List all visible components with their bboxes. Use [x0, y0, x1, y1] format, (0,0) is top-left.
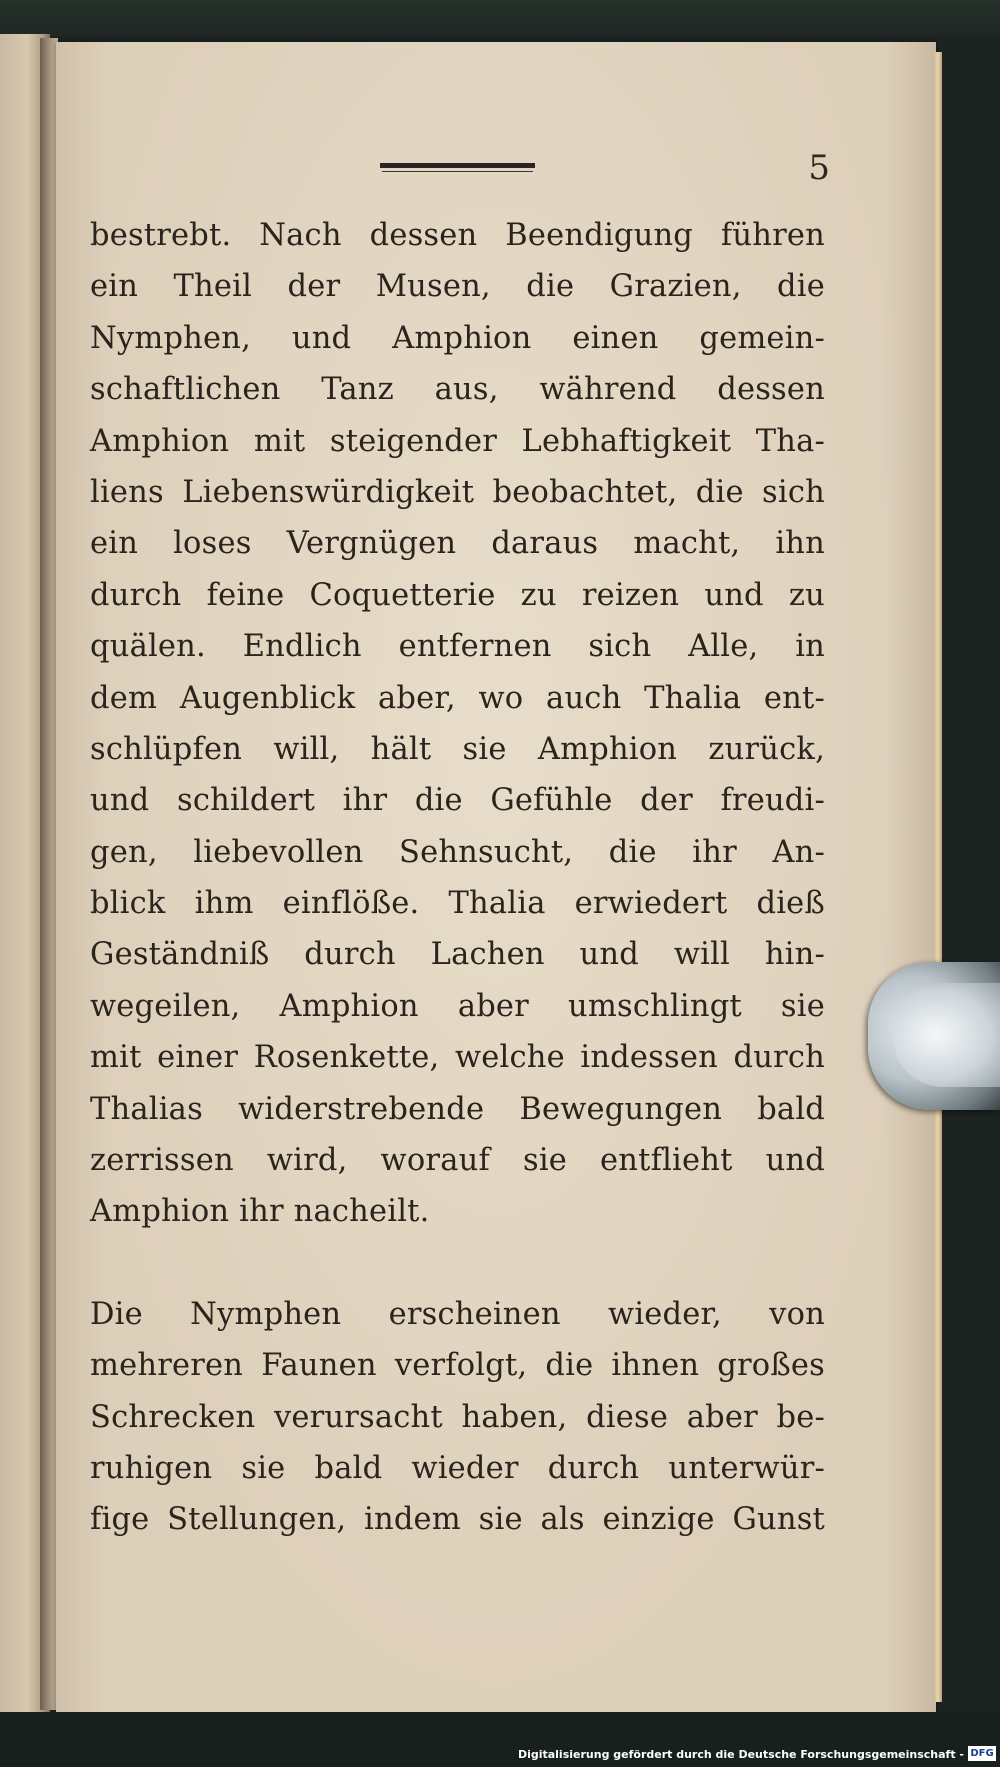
- text-line: und schildert ihr die Gefühle der freudi-: [90, 783, 825, 819]
- page-clip-holder-highlight: [893, 983, 1000, 1087]
- text-line: ein loses Vergnügen daraus macht, ihn: [90, 526, 825, 562]
- text-line: bestrebt. Nach dessen Beendigung führen: [90, 218, 825, 253]
- text-line: Amphion ihr nacheilt.: [90, 1194, 430, 1230]
- text-line: fige Stellungen, indem sie als einzige Gunst: [90, 1502, 825, 1538]
- text-line: blick ihm einflöße. Thalia erwiedert dieß: [90, 886, 825, 922]
- paragraph-2: [90, 1289, 825, 1546]
- text-line: dem Augenblick aber, wo auch Thalia ent-: [90, 680, 825, 716]
- digitization-credit: Digitalisierung gefördert durch die Deutsche Forschungsgemeinschaft -: [517, 1748, 964, 1761]
- header-ornament-rule: [380, 163, 535, 168]
- text-line: Geständniß durch Lachen und will hin-: [90, 937, 825, 973]
- paragraph-gap: [90, 1238, 825, 1289]
- paragraph-1: [90, 210, 825, 1238]
- scan-background-top: [0, 0, 1000, 36]
- dfg-logo: DFG: [968, 1746, 996, 1761]
- text-line: gen, liebevollen Sehnsucht, die ihr An-: [90, 834, 825, 870]
- text-line: ruhigen sie bald wieder durch unterwür-: [90, 1450, 825, 1486]
- text-line: Nymphen, und Amphion einen gemein-: [90, 320, 825, 356]
- text-line: schlüpfen will, hält sie Amphion zurück,: [90, 731, 825, 767]
- text-line: Die Nymphen erscheinen wieder, von: [90, 1296, 825, 1332]
- text-line: wegeilen, Amphion aber umschlingt sie: [90, 988, 825, 1024]
- text-line: zerrissen wird, worauf sie entflieht und: [90, 1143, 825, 1179]
- text-line: mehreren Faunen verfolgt, die ihnen großes: [90, 1348, 825, 1384]
- body-text: [90, 210, 825, 1546]
- text-line: schaftlichen Tanz aus, während dessen: [90, 372, 825, 408]
- text-line: mit einer Rosenkette, welche indessen durch: [90, 1040, 825, 1076]
- text-line: ein Theil der Musen, die Grazien, die: [90, 269, 825, 305]
- text-line: Thalias widerstrebende Bewegungen bald: [90, 1091, 825, 1127]
- text-line: liens Liebenswürdigkeit beobachtet, die sich: [90, 474, 825, 510]
- text-line: Amphion mit steigender Lebhaftigkeit Tha-: [90, 423, 825, 459]
- text-line: durch feine Coquetterie zu reizen und zu: [90, 577, 825, 613]
- text-line: Schrecken verursacht haben, diese aber be-: [90, 1399, 825, 1435]
- page-number: 5: [808, 148, 830, 188]
- page-fore-edge: [934, 52, 942, 1702]
- text-line: quälen. Endlich entfernen sich Alle, in: [90, 629, 825, 665]
